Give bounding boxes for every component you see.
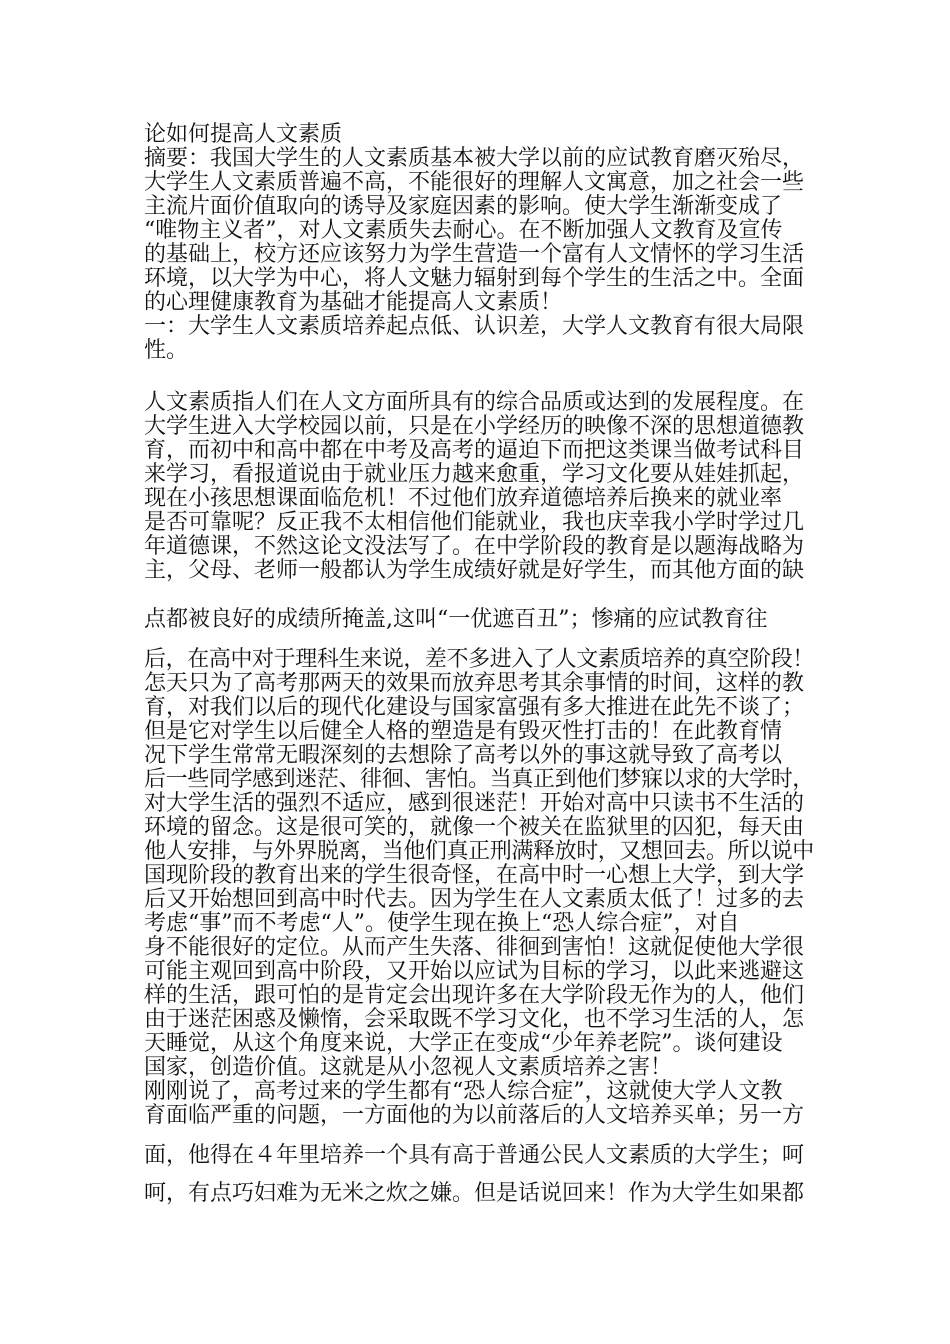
text-line: 环境的留念。这是很可笑的，就像一个被关在监狱里的囚犯，每天由 [144,815,805,840]
text-line: 样的生活，跟可怕的是肯定会出现许多在大学阶段无作为的人，他们 [144,983,805,1008]
text-line: 人文素质指人们在人文方面所具有的综合品质或达到的发展程度。在 [144,390,805,415]
text-line: 年道德课，不然这论文没法写了。在中学阶段的教育是以题海战略为 [144,534,805,559]
text-line: 大学生进入大学校园以前，只是在小学经历的映像不深的思想道德教 [144,414,805,439]
text-line: 可能主观回到高中阶段，又开始以应试为目标的学习，以此来逃避这 [144,959,805,984]
text-line: 点都被良好的成绩所掩盖,这叫“一优遮百丑”；惨痛的应试教育往 [144,607,768,632]
text-line: 主流片面价值取向的诱导及家庭因素的影响。使大学生渐渐变成了 [144,194,783,219]
text-line: 的心理健康教育为基础才能提高人文素质！ [144,290,563,315]
text-line: 来学习，看报道说由于就业压力越来愈重，学习文化要从娃娃抓起， [144,462,805,487]
text-line: 现在小孩思想课面临危机！不过他们放弃道德培养后换来的就业率 [144,486,783,511]
text-line: 后，在高中对于理科生来说，差不多进入了人文素质培养的真空阶段！ [144,647,814,672]
text-line: 但是它对学生以后健全人格的塑造是有毁灭性打击的！在此教育情 [144,719,783,744]
document-title: 论如何提高人文素质 [144,122,343,147]
text-line: 由于迷茫困惑及懒惰，会采取既不学习文化，也不学习生活的人，怎 [144,1007,805,1032]
text-line: 对大学生活的强烈不适应，感到很迷茫！开始对高中只读书不生活的 [144,791,805,816]
text-line: 考虑“事”而不考虑“人”。使学生现在换上“恐人综合症”，对自 [144,911,740,936]
text-line: 环境，以大学为中心，将人文魅力辐射到每个学生的生活之中。全面 [144,266,805,291]
text-line: “唯物主义者”，对人文素质失去耐心。在不断加强人文教育及宣传 [144,218,783,243]
text-line: 他人安排，与外界脱离，当他们真正刑满释放时，又想回去。所以说中 [144,839,814,864]
text-line: 怎天只为了高考那两天的效果而放弃思考其余事情的时间，这样的教 [144,671,805,696]
text-line: 呵，有点巧妇难为无米之炊之嫌。但是话说回来！作为大学生如果都 [144,1181,805,1206]
text-line: 大学生人文素质普遍不高，不能很好的理解人文寓意，加之社会一些 [144,170,805,195]
text-line: 育，对我们以后的现代化建设与国家富强有多大推进在此先不谈了； [144,695,805,720]
text-line: 是否可靠呢？反正我不太相信他们能就业，我也庆幸我小学时学过几 [144,510,805,535]
text-line: 主，父母、老师一般都认为学生成绩好就是好学生，而其他方面的缺 [144,558,805,583]
text-line: 后一些同学感到迷茫、徘徊、害怕。当真正到他们梦寐以求的大学时， [144,767,814,792]
text-line: 后又开始想回到高中时代去。因为学生在人文素质太低了！过多的去 [144,887,805,912]
text-line: 育，而初中和高中都在中考及高考的逼迫下而把这类课当做考试科目 [144,438,805,463]
text-line: 摘要：我国大学生的人文素质基本被大学以前的应试教育磨灭殆尽， [144,146,805,171]
text-line: 身不能很好的定位。从而产生失落、徘徊到害怕！这就促使他大学很 [144,935,805,960]
text-line: 国现阶段的教育出来的学生很奇怪，在高中时一心想上大学，到大学 [144,863,805,888]
text-line: 天睡觉，从这个角度来说，大学正在变成“少年养老院”。谈何建设 [144,1031,783,1056]
text-line: 面，他得在４年里培养一个具有高于普通公民人文素质的大学生；呵 [144,1143,805,1168]
text-line: 国家，创造价值。这就是从小忽视人文素质培养之害！ [144,1055,673,1080]
text-line: 一：大学生人文素质培养起点低、认识差，大学人文教育有很大局限 [144,314,805,339]
text-line: 性。 [144,338,189,363]
text-line: 刚刚说了，高考过来的学生都有“恐人综合症”，这就使大学人文教 [144,1079,783,1104]
text-line: 的基础上，校方还应该努力为学生营造一个富有人文情怀的学习生活 [144,242,805,267]
text-line: 育面临严重的问题，一方面他的为以前落后的人文培养买单；另一方 [144,1103,805,1128]
text-line: 况下学生常常无暇深刻的去想除了高考以外的事这就导致了高考以 [144,743,783,768]
